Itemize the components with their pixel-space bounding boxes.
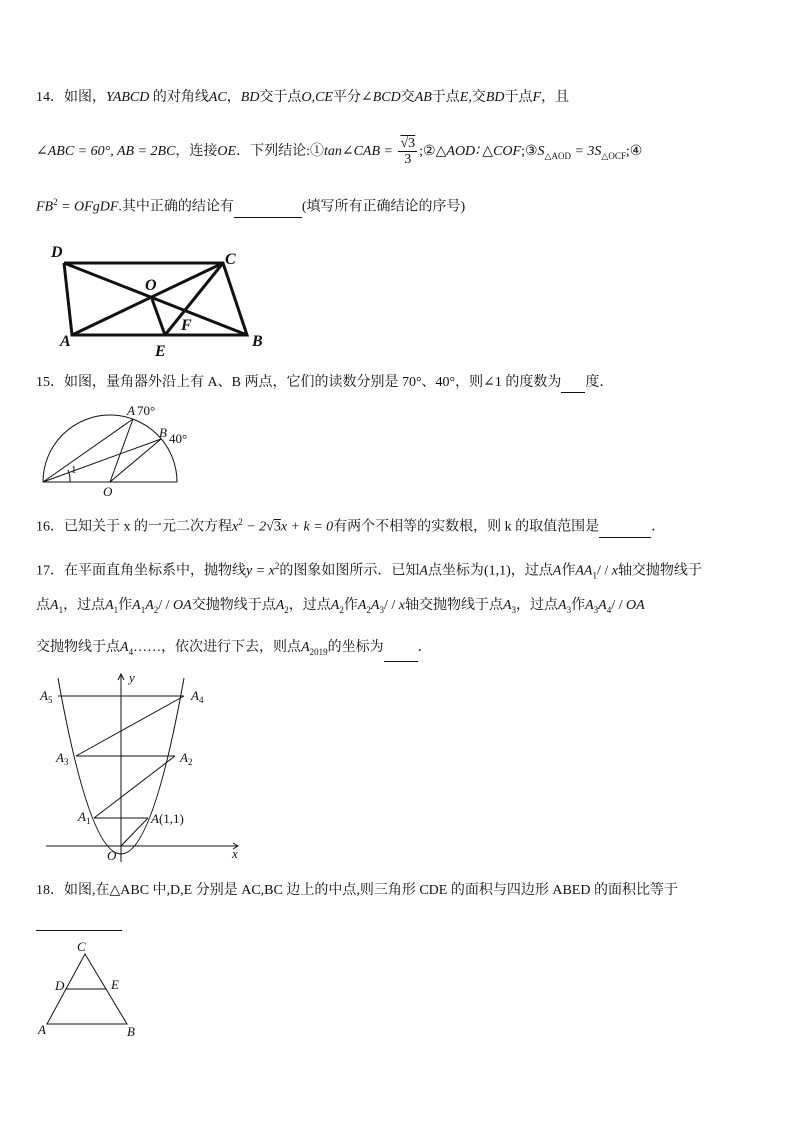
- label-b: B: [252, 333, 263, 350]
- parallelogram-lines: [64, 263, 247, 335]
- label-a5: $A_5$: [40, 688, 53, 705]
- label-c: C: [77, 939, 86, 954]
- reading-a: 70°: [137, 403, 156, 418]
- q15-text: 15．如图，量角器外沿上有 A、B 两点，它们的读数分别是 70°、40°，则∠1 的度数为 度．: [36, 373, 613, 393]
- q15-figure: [40, 398, 200, 500]
- q14-figure: [40, 236, 280, 358]
- segment-oa: [121, 818, 148, 846]
- angle-1-label: 1: [71, 464, 77, 476]
- x-axis-label: x: [232, 846, 238, 861]
- q16-text: 16．已知关于 x 的一元二次方程$x^2 - 2√3x + k = 0$有两个不相等的实数根，则 k 的取值范围是 ．: [36, 512, 665, 538]
- reading-b: 40°: [169, 431, 188, 446]
- label-d: D: [55, 978, 65, 993]
- label-a2: $A_2$: [180, 750, 193, 767]
- answer-blank[interactable]: [36, 930, 122, 931]
- y-axis-label: y: [129, 670, 135, 685]
- protractor-arc: [43, 415, 177, 482]
- label-a: A(1,1): [151, 811, 184, 826]
- origin-label: O: [107, 848, 117, 863]
- label-o: O: [103, 484, 113, 499]
- label-a3: $A_3$: [56, 750, 69, 767]
- label-b: B: [127, 1024, 135, 1039]
- label-d: D: [51, 244, 63, 261]
- q17-figure: [34, 668, 254, 864]
- q14-line2: ∠ABC = 60°, AB = 2BC，连接OE．下列结论:①tan∠CAB = $\frac{√3}{3}$ ;②△AOD∶ $\triangle COF;③S_{\triangle AOD}$ = $3S_{\triangle OCF};④$: [36, 136, 643, 168]
- answer-blank[interactable]: [561, 378, 585, 393]
- label-e: E: [155, 343, 166, 358]
- line-ca: [43, 419, 133, 482]
- label-b: B: [159, 425, 167, 440]
- label-e: E: [111, 977, 119, 992]
- label-a: A: [127, 403, 135, 418]
- segment-a1a2: [94, 756, 175, 818]
- label-c: C: [225, 251, 236, 268]
- q14-line3: $FB^2$ = OFgDF.其中正确的结论有 (填写所有正确结论的序号): [36, 192, 465, 218]
- label-a: A: [60, 333, 71, 350]
- q18-figure: [34, 938, 144, 1042]
- segment-a3a4: [76, 696, 184, 756]
- q17-line2: 点$A_1$，过点$A_1$作$A_1A_2/$ / OA交抛物线于点$A_2$，过点$A_2$作$A_2A_3/$ / x轴交抛物线于点$A_3$，过点$A_3$作$A_3A_4/$ / OA: [36, 598, 645, 615]
- answer-blank[interactable]: [234, 203, 302, 218]
- q14-line1: 14．如图，YABCD 的对角线AC，BD交于点O,CE平分∠BCD交AB于点E,交BD于点F，且: [36, 90, 570, 105]
- q17-line3: 交抛物线于点$A_4\dots\dots$，依次进行下去，则点$A_{2019}$的坐标为 ．: [36, 638, 432, 662]
- answer-blank[interactable]: [599, 523, 651, 538]
- label-f: F: [181, 317, 192, 334]
- answer-blank[interactable]: [384, 647, 418, 662]
- fraction: $\frac{√3}{3}$: [400, 136, 416, 168]
- line-cb: [43, 439, 161, 482]
- label-a: A: [38, 1022, 46, 1037]
- label-a4: $A_4$: [191, 688, 204, 705]
- q17-line1: 17．在平面直角坐标系中，抛物线$y = x^2$的图象如图所示．已知A点坐标为(1,1)，过点A作$AA_1/$ / x轴交抛物线于: [36, 561, 702, 581]
- label-o: O: [145, 277, 157, 294]
- q18-text: 18．如图,在△ABC 中,D,E 分别是 AC,BC 边上的中点,则三角形 CDE 的面积与四边形 ABED 的面积比等于: [36, 883, 678, 898]
- label-a1: $A_1$: [78, 809, 91, 826]
